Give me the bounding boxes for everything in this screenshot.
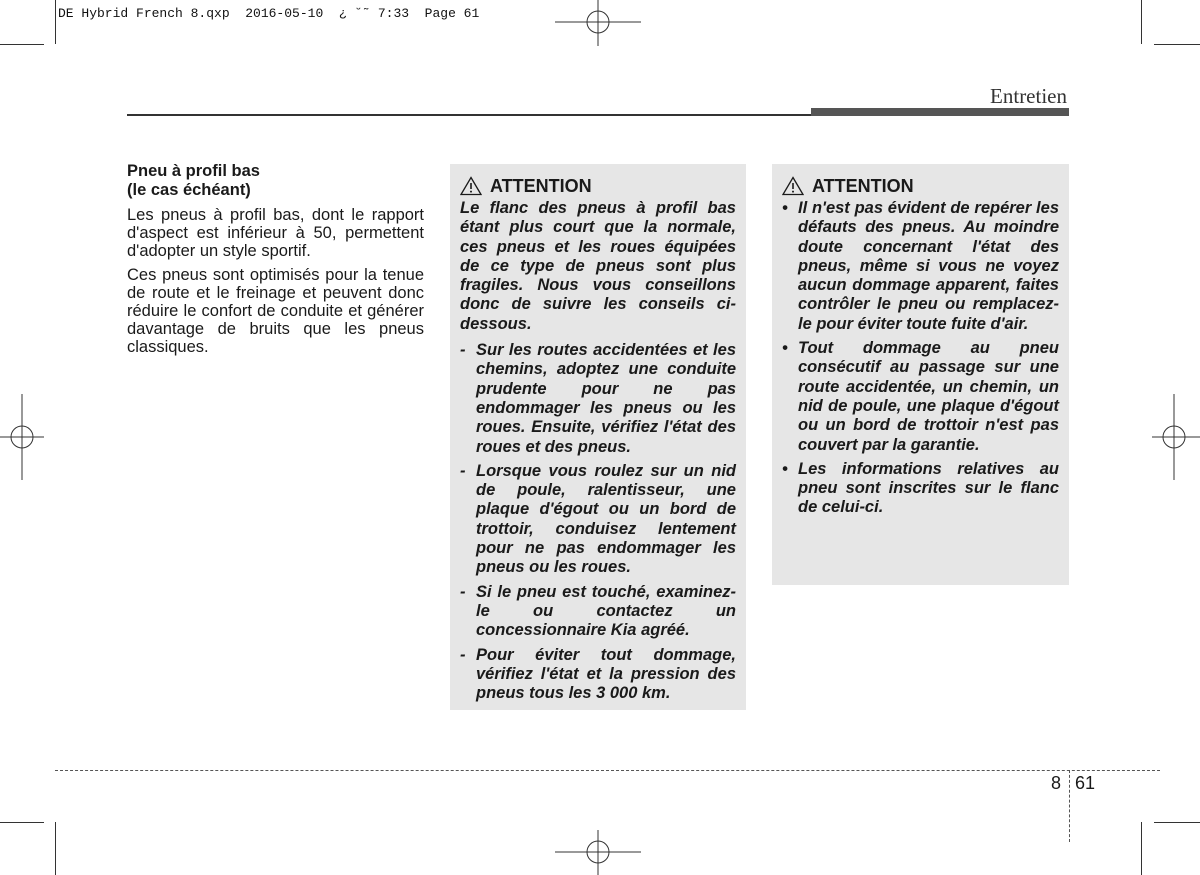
list-marker: • bbox=[782, 339, 788, 358]
attention-label: ATTENTION bbox=[812, 176, 914, 196]
left-column bbox=[127, 162, 424, 356]
list-marker: • bbox=[782, 199, 788, 217]
body-paragraph: Ces pneus sont optimisés pour la tenue de route et le freinage et peuvent donc réduire le confort de conduite et générer davantage de bruits que les pneus classiques. bbox=[127, 266, 424, 356]
list-item bbox=[782, 460, 1059, 518]
crop-mark bbox=[1141, 822, 1142, 875]
list-item bbox=[782, 339, 1059, 455]
list-item-text: Si le pneu est touché, examinez-le ou contactez un concessionnaire Kia agréé. bbox=[476, 582, 736, 640]
attention-intro: Le flanc des pneus à profil bas étant plus court que la normale, ces pneus et les roues équipées de ce type de pneus sont plus fragiles. Nous vous conseillons donc de suivre les conseils ci-dessous. bbox=[460, 199, 736, 333]
registration-mark-top bbox=[555, 0, 641, 46]
list-item-text: Pour éviter tout dommage, vérifiez l'état et la pression des pneus tous les 3 000 km. bbox=[476, 645, 736, 703]
list-marker: - bbox=[460, 461, 466, 480]
attention-box-1 bbox=[450, 164, 746, 710]
attention-title bbox=[460, 176, 736, 196]
body-paragraph: Les pneus à profil bas, dont le rapport d'aspect est inférieur à 50, permettent d'adopter un style sportif. bbox=[127, 206, 424, 260]
list-item bbox=[460, 646, 736, 704]
list-item bbox=[460, 341, 736, 457]
warning-triangle-icon bbox=[782, 176, 804, 196]
heading-line-1: Pneu à profil bas bbox=[127, 162, 260, 180]
section-heading bbox=[127, 162, 424, 200]
crop-mark bbox=[1141, 0, 1142, 44]
list-marker: - bbox=[460, 341, 466, 360]
registration-mark-bottom bbox=[555, 830, 641, 875]
list-marker: • bbox=[782, 459, 788, 478]
crop-mark bbox=[55, 0, 56, 44]
list-item-text: Les informations relatives au pneu sont inscrites sur le flanc de celui-ci. bbox=[798, 459, 1059, 517]
warning-triangle-icon bbox=[460, 176, 482, 196]
registration-mark-right bbox=[1152, 394, 1200, 480]
section-title: Entretien bbox=[990, 84, 1067, 108]
footer-divider bbox=[1069, 770, 1070, 842]
crop-mark bbox=[0, 44, 44, 45]
page-number: 61 bbox=[1075, 773, 1096, 793]
list-item-text: Lorsque vous roulez sur un nid de poule, ralentisseur, une plaque d'égout ou un bord de trottoir, conduisez lentement pour ne pas endommager les pneus ou les roues. bbox=[476, 461, 736, 577]
crop-mark bbox=[0, 822, 44, 823]
attention-body bbox=[460, 199, 736, 703]
list-item-text: Sur les routes accidentées et les chemins, adoptez une conduite prudente pour ne pas endommager les pneus ou les roues. Ensuite, vérifiez l'état des roues et des pneus. bbox=[476, 341, 736, 456]
chapter-number: 8 bbox=[1051, 773, 1062, 793]
attention-label: ATTENTION bbox=[490, 176, 592, 196]
attention-body bbox=[782, 199, 1059, 518]
header-bar bbox=[811, 108, 1069, 116]
crop-mark bbox=[1154, 44, 1200, 45]
crop-mark bbox=[55, 822, 56, 875]
crop-mark bbox=[1154, 822, 1200, 823]
list-marker: - bbox=[460, 582, 466, 601]
registration-mark-left bbox=[0, 394, 44, 480]
list-item-text: Il n'est pas évident de repérer les défauts des pneus. Au moindre doute concernant l'état des pneus, même si vous ne voyez aucun dommage apparent, faites contrôler le pneu ou remplacez-le pour éviter toute fuite d'air. bbox=[798, 199, 1059, 333]
list-item-text: Tout dommage au pneu consécutif au passage sur une route accidentée, un chemin, un nid de poule, une plaque d'égout ou un bord de trottoir n'est pas couvert par la garantie. bbox=[798, 339, 1059, 454]
list-item bbox=[460, 462, 736, 578]
print-slug: DE Hybrid French 8.qxp 2016-05-10 ¿ ˘˜ 7:33 Page 61 bbox=[58, 6, 480, 21]
list-marker: - bbox=[460, 645, 466, 664]
attention-box-2 bbox=[772, 164, 1069, 585]
list-item bbox=[782, 199, 1059, 334]
list-item bbox=[460, 583, 736, 641]
header-rule bbox=[127, 114, 811, 116]
attention-title bbox=[782, 176, 1059, 196]
footer-rule bbox=[55, 770, 1160, 771]
heading-line-2: (le cas échéant) bbox=[127, 181, 251, 199]
